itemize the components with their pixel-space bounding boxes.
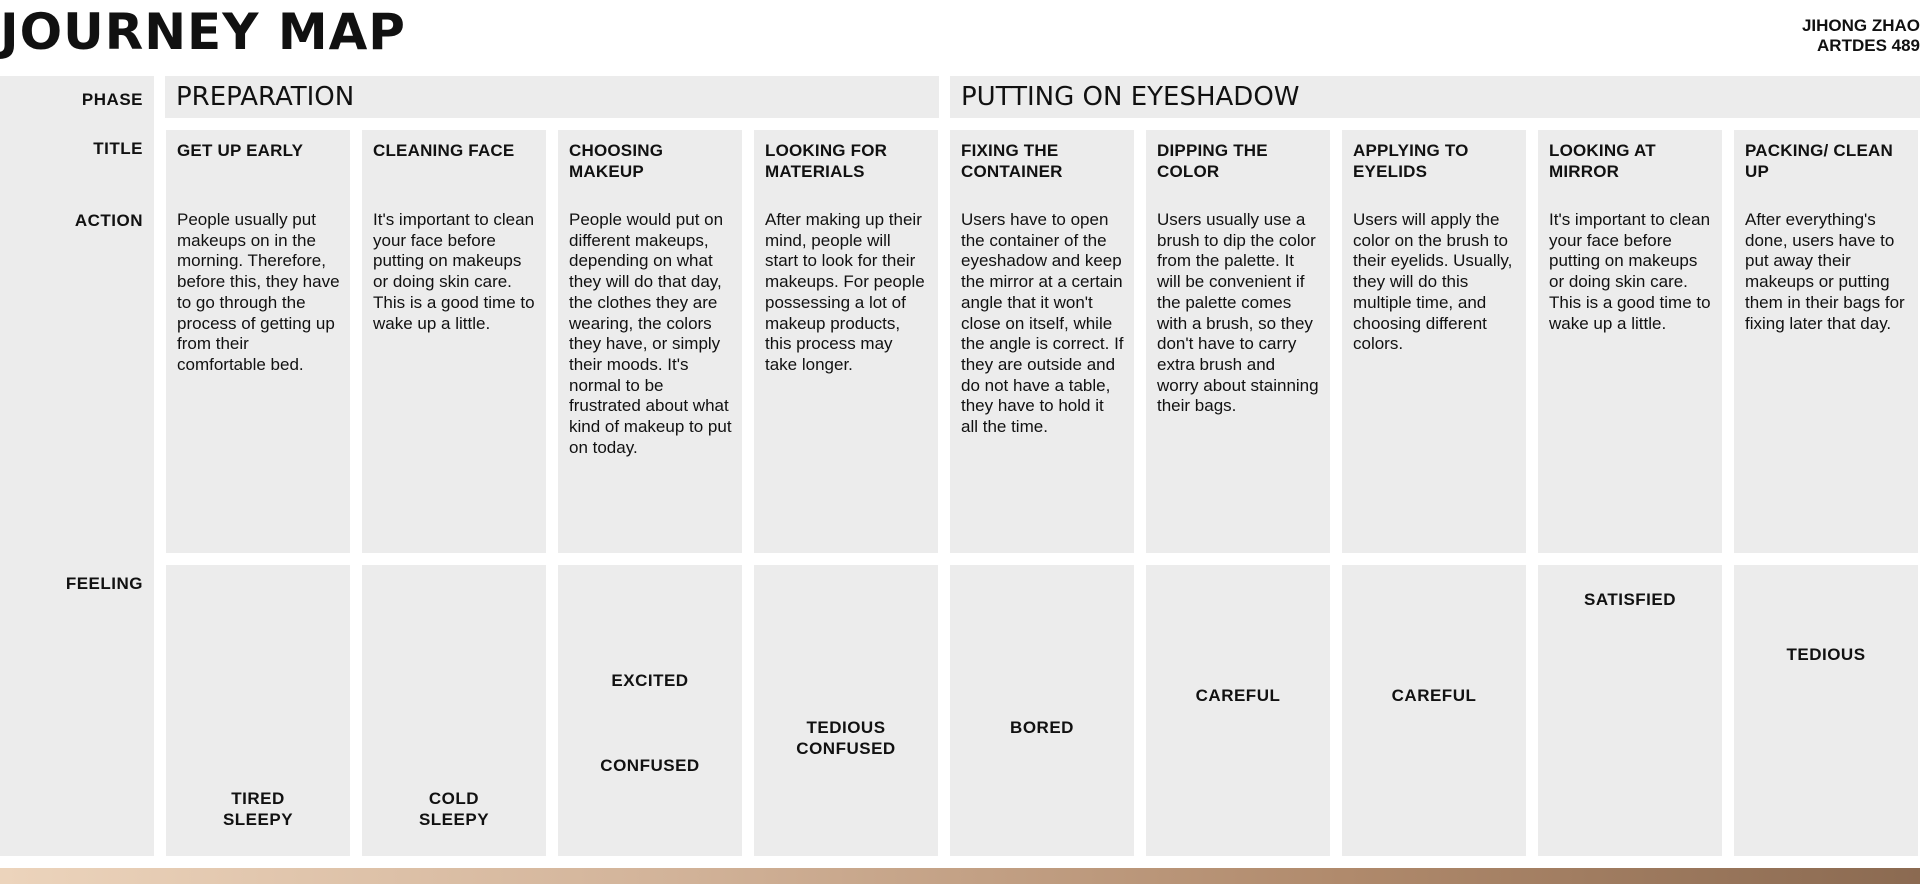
feeling-label: TEDIOUS	[806, 718, 886, 737]
feeling-cell	[950, 565, 1134, 856]
author-block	[1802, 16, 1920, 56]
feeling-label: CAREFUL	[1195, 686, 1281, 705]
step-title: LOOKING AT MIRROR	[1549, 141, 1656, 181]
step-action: After making up their mind, people will start to look for their makeups. For people possessing a lot of makeup products, this process may take longer.	[765, 210, 925, 374]
step-card	[1146, 130, 1330, 553]
feeling-label: BORED	[1010, 718, 1074, 737]
feeling-label: CONFUSED	[600, 756, 700, 775]
step-title: APPLYING TO EYELIDS	[1353, 141, 1469, 181]
step-card	[1734, 130, 1918, 553]
step-action: Users have to open the container of the eyeshadow and keep the mirror at a certain angle that it won't close on itself, while the angle is correct. If they are outside and do not have a table, they have to hold it all the time.	[961, 210, 1124, 437]
feeling-label: CONFUSED	[796, 739, 896, 758]
feeling-cell	[1146, 565, 1330, 856]
author-name: JIHONG ZHAO	[1801, 16, 1920, 35]
step-action: People usually put makeups on in the morning. Therefore, before this, they have to go through the process of getting up from their comfortable bed.	[177, 210, 340, 374]
feeling-cell	[754, 565, 938, 856]
step-title: LOOKING FOR MATERIALS	[765, 141, 888, 181]
step-card	[950, 130, 1134, 553]
step-action: After everything's done, users have to put away their makeups or putting them in their bags for fixing later that day.	[1745, 210, 1905, 333]
step-title: PACKING/ CLEAN UP	[1745, 141, 1893, 181]
feeling-label: SATISFIED	[1583, 590, 1677, 609]
phase-preparation: PREPARATION	[165, 76, 939, 118]
step-title: GET UP EARLY	[177, 141, 304, 160]
step-card	[1538, 130, 1722, 553]
step-action: It's important to clean your face before putting on makeups or doing skin care. This is a good time to wake up a little.	[1549, 210, 1711, 333]
row-label-action: ACTION	[74, 211, 143, 230]
step-action: People would put on different makeups, depending on what they will do that day, the clothes they are wearing, the colors they have, or simply their moods. It's normal to be frustrated about what kind of makeup to put on today.	[569, 210, 732, 457]
step-title: FIXING THE CONTAINER	[961, 141, 1063, 181]
step-card	[558, 130, 742, 553]
course-code: ARTDES 489	[1817, 36, 1920, 55]
feeling-cell	[1734, 565, 1918, 856]
feeling-cell	[166, 565, 350, 856]
feeling-label: TIRED	[231, 789, 285, 808]
step-title: CLEANING FACE	[373, 141, 515, 160]
page-title: JOURNEY MAP	[0, 3, 406, 61]
phase-putting-on-eyeshadow: PUTTING ON EYESHADOW	[950, 76, 1920, 118]
step-card	[362, 130, 546, 553]
feeling-label: CAREFUL	[1391, 686, 1477, 705]
step-card	[1342, 130, 1526, 553]
feeling-cell	[1538, 565, 1722, 856]
step-action: Users usually use a brush to dip the color from the palette. It will be convenient if the palette comes with a brush, so they don't have to carry extra brush and worry about stainning their bags.	[1157, 210, 1319, 416]
row-label-title: TITLE	[93, 139, 143, 158]
row-label-feeling: FEELING	[65, 574, 143, 593]
feeling-label: TEDIOUS	[1786, 645, 1866, 664]
step-action: It's important to clean your face before putting on makeups or doing skin care. This is a good time to wake up a little.	[373, 210, 535, 333]
decorative-gradient-bar	[0, 868, 1920, 884]
step-title: DIPPING THE COLOR	[1157, 141, 1268, 181]
row-label-column	[0, 76, 154, 856]
feeling-cell	[1342, 565, 1526, 856]
step-action: Users will apply the color on the brush to their eyelids. Usually, they will do this multiple time, and choosing different colors.	[1353, 210, 1513, 354]
feeling-cell	[362, 565, 546, 856]
row-label-phase: PHASE	[81, 90, 143, 109]
feeling-label: SLEEPY	[418, 810, 490, 829]
feeling-label: EXCITED	[611, 671, 689, 690]
step-title: CHOOSING MAKEUP	[569, 141, 664, 181]
feeling-cell	[558, 565, 742, 856]
step-card	[754, 130, 938, 553]
feeling-label: COLD	[428, 789, 480, 808]
step-card	[166, 130, 350, 553]
feeling-label: SLEEPY	[222, 810, 294, 829]
